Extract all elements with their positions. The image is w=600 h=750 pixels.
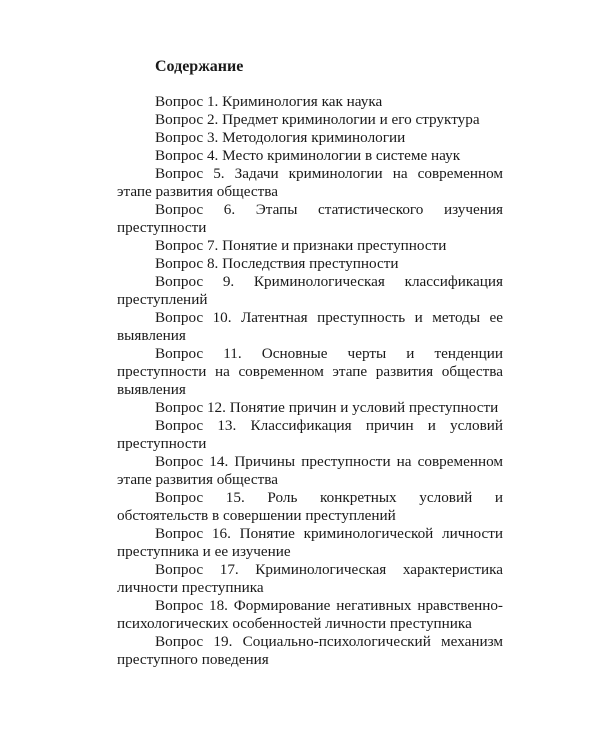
toc-entry-19: Вопрос 19. Социально-психологический механизм преступного поведения — [117, 633, 503, 668]
toc-entry-8: Вопрос 8. Последствия преступности — [155, 255, 399, 272]
toc-entry-11: Вопрос 11. Основные черты и тенденции преступности на современном этапе развития общества выявления — [117, 345, 503, 398]
toc-entry-12: Вопрос 12. Понятие причин и условий преступности — [155, 399, 499, 416]
toc-entry-14: Вопрос 14. Причины преступности на современном этапе развития общества — [117, 453, 503, 488]
toc-entry-1: Вопрос 1. Криминология как наука — [155, 93, 383, 110]
toc-entry-10: Вопрос 10. Латентная преступность и методы ее выявления — [117, 309, 503, 344]
toc-entry-9: Вопрос 9. Криминологическая классификация преступлений — [117, 273, 503, 308]
toc-entry-17: Вопрос 17. Криминологическая характеристика личности преступника — [117, 561, 503, 596]
toc-heading: Содержание — [155, 58, 244, 75]
toc-entry-6: Вопрос 6. Этапы статистического изучения преступности — [117, 201, 503, 236]
toc-entry-15: Вопрос 15. Роль конкретных условий и обстоятельств в совершении преступлений — [117, 489, 503, 524]
toc-entry-3: Вопрос 3. Методология криминологии — [155, 129, 406, 146]
toc-list — [117, 93, 503, 669]
toc-entry-13: Вопрос 13. Классификация причин и условий преступности — [117, 417, 503, 452]
toc-entry-16: Вопрос 16. Понятие криминологической личности преступника и ее изучение — [117, 525, 503, 560]
toc-entry-4: Вопрос 4. Место криминологии в системе наук — [155, 147, 461, 164]
toc-entry-2: Вопрос 2. Предмет криминологии и его структура — [155, 111, 480, 128]
toc-entry-7: Вопрос 7. Понятие и признаки преступности — [155, 237, 447, 254]
toc-entry-18: Вопрос 18. Формирование негативных нравственно-психологических особенностей личности преступника — [117, 597, 503, 632]
toc-entry-5: Вопрос 5. Задачи криминологии на современном этапе развития общества — [117, 165, 503, 200]
